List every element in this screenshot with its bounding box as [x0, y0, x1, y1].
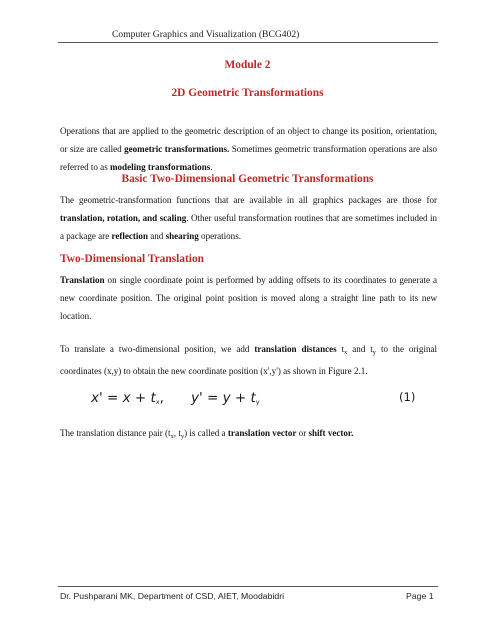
equation-x — [91, 390, 164, 406]
translation-heading: Two-Dimensional Translation — [60, 253, 204, 265]
basic-bold-3: shearing — [165, 231, 199, 241]
vector-sub-x: x — [170, 433, 174, 440]
translate-sub-x: x — [344, 349, 348, 356]
vector-text-1: The translation distance pair (t — [60, 428, 171, 438]
equation-y-text: y' = y + t — [191, 390, 256, 406]
translate-paragraph — [60, 340, 437, 380]
translate-sub-y: y — [372, 349, 377, 356]
translate-bold: translation distances — [254, 344, 337, 354]
intro-bold-2: modeling transformations — [109, 162, 211, 172]
translation-equation — [91, 390, 416, 406]
translate-text-1: To translate a two-dimensional position, we add — [60, 344, 255, 354]
basic-text-1: The geometric-transformation functions that are available in all graphics packages are those for — [60, 195, 437, 205]
vector-text-3: ) is called a — [184, 428, 228, 438]
equation-x-text: x' = x + t — [91, 390, 156, 406]
page-header: Computer Graphics and Visualization (BCG402) — [112, 29, 300, 40]
basic-text-4: operations. — [198, 231, 241, 241]
intro-paragraph — [60, 122, 437, 176]
basic-transformations-heading: Basic Two-Dimensional Geometric Transformations — [121, 173, 374, 185]
translation-text: on single coordinate point is performed by adding offsets to its coordinates to generate a new coordinate position. The original point position is moved along a straight line path to its new location. — [60, 275, 437, 321]
vector-text-2: , t — [173, 428, 181, 438]
vector-sub-y: y — [180, 433, 185, 440]
intro-text-2: Sometimes geometric transformation operations are also referred to as — [60, 144, 438, 172]
translation-bold: Translation — [60, 275, 105, 285]
translate-text-4: to the original coordinates (x,y) to obtain the new coordinate position (x',y') as shown in Figure 2.1. — [60, 344, 438, 376]
basic-bold-1: translation, rotation, and scaling — [60, 213, 187, 223]
page-number: Page 1 — [406, 591, 434, 601]
intro-text-3: . — [210, 162, 213, 172]
vector-bold-1: translation vector — [227, 428, 297, 438]
equation-y — [191, 390, 260, 406]
basic-bold-2: reflection — [111, 231, 148, 241]
footer-divider — [58, 586, 438, 587]
translation-paragraph — [60, 271, 437, 325]
basic-paragraph — [60, 191, 437, 245]
intro-text-1: Operations that are applied to the geometric description of an object to change its position, orientation, or size are called — [60, 126, 437, 154]
footer-author: Dr. Pushparani MK, Department of CSD, AIET, Moodabidri — [60, 591, 285, 601]
equation-number: (1) — [399, 390, 416, 404]
section-title: 2D Geometric Transformations — [171, 87, 324, 99]
equation-separator: , — [159, 390, 164, 406]
module-title: Module 2 — [224, 59, 271, 71]
vector-text-4: or — [296, 428, 309, 438]
vector-bold-2: shift vector. — [308, 428, 354, 438]
translate-text-2: t — [336, 344, 345, 354]
translate-text-3: and t — [347, 344, 373, 354]
basic-text-3: and — [148, 231, 166, 241]
equation-x-sub: x — [155, 398, 160, 406]
basic-text-2: . Other useful transformation routines that are sometimes included in a package are — [60, 213, 437, 241]
equation-y-sub: y — [255, 398, 260, 406]
header-divider — [58, 42, 438, 43]
intro-bold-1: geometric transformations. — [124, 144, 230, 154]
vector-paragraph — [60, 424, 437, 446]
